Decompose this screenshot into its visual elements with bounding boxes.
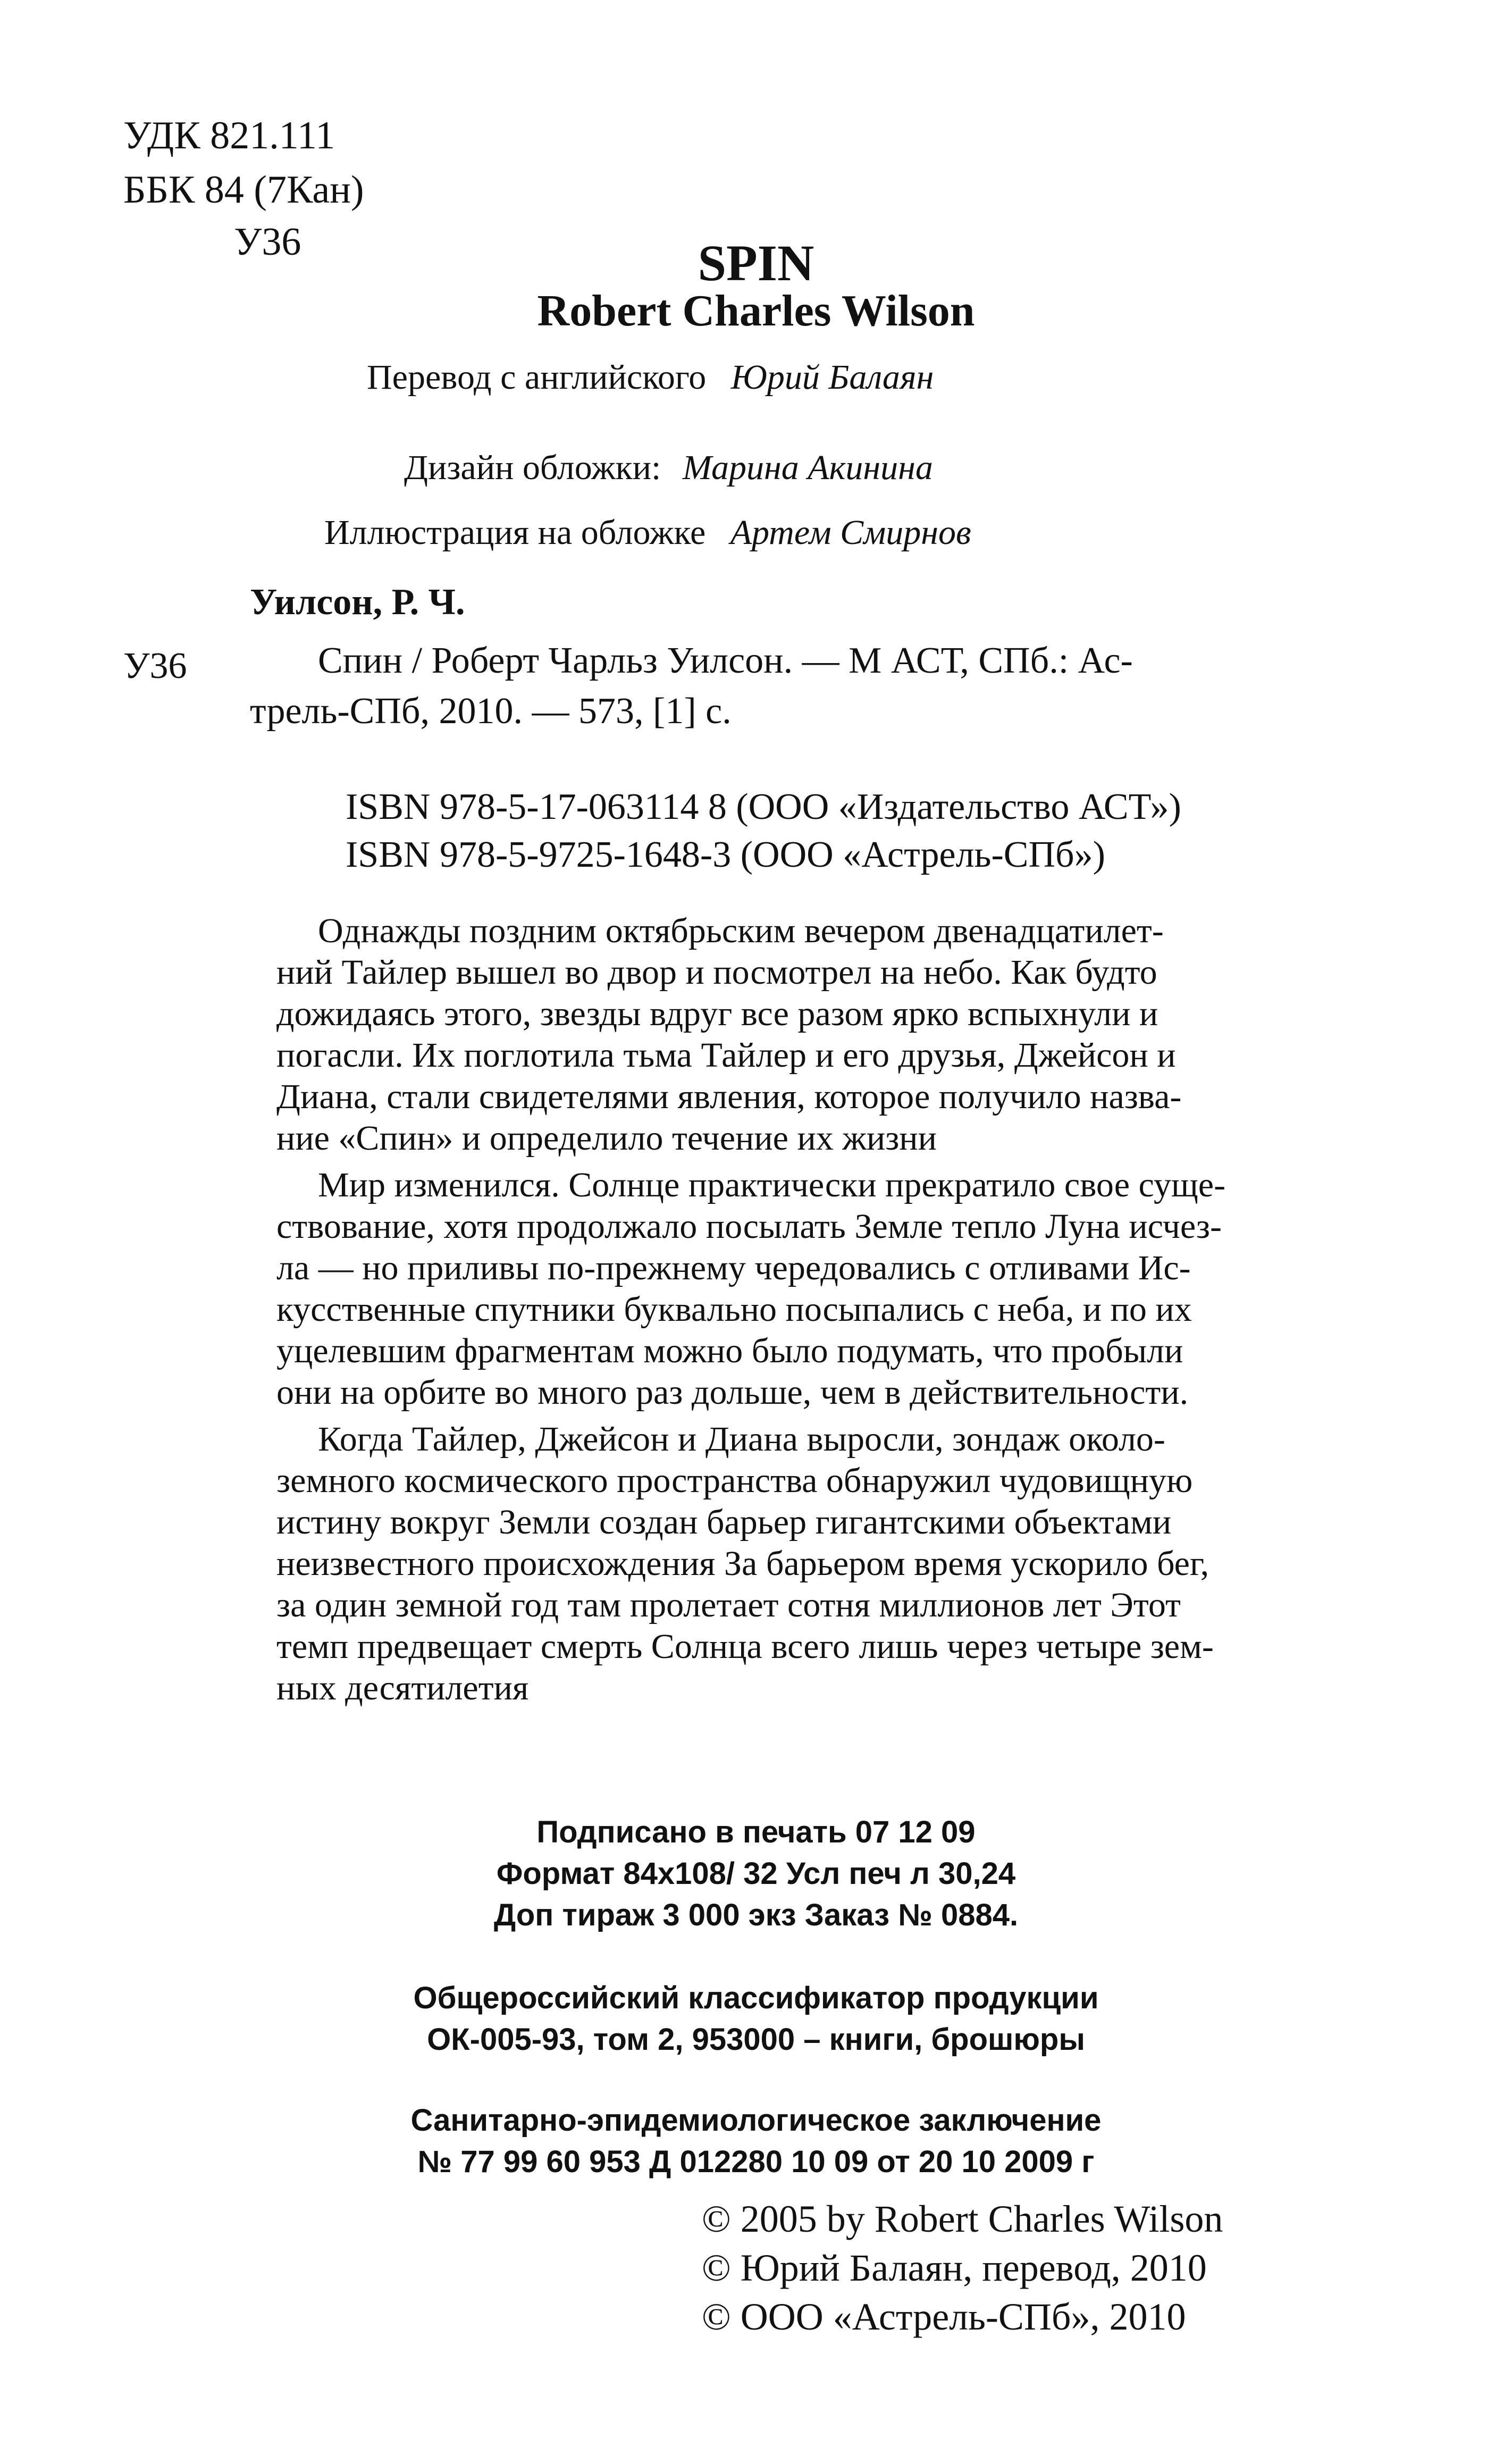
copyright-line-1: © 2005 by Robert Charles Wilson: [702, 2198, 1223, 2240]
print-format: Формат 84x108/ 32 Усл печ л 30,24: [496, 1856, 1016, 1891]
annotation-p3-line: темп предвещает смерть Солнца всего лишь через четыре зем-: [276, 1627, 1214, 1666]
annotation-p1-line: ний Тайлер вышел во двор и посмотрел на небо. Как будто: [276, 953, 1157, 992]
translation-credit: [367, 356, 934, 399]
isbn-line-1: ISBN 978-5-17-063114 8 (ООО «Издательство АСТ»): [346, 786, 1181, 827]
print-signed: Подписано в печать 07 12 09: [536, 1815, 976, 1849]
catalog-line-2: трель-СПб, 2010. — 573, [1] с.: [250, 691, 732, 732]
annotation-p2-line: ла — но приливы по-прежнему чередовались с отливами Ис-: [276, 1249, 1191, 1287]
bbk-code: ББК 84 (7Кан): [123, 168, 364, 212]
annotation-p1-line: ние «Спин» и определило течение их жизни: [276, 1119, 937, 1158]
catalog-line-1: Спин / Роберт Чарльз Уилсон. — М АСТ, СПб.: Ас-: [318, 640, 1133, 681]
classifier-line-1: Общероссийский классификатор продукции: [413, 1981, 1099, 2015]
author-mark-side: У36: [123, 646, 187, 686]
annotation-p3-line: за один земной год там пролетает сотня миллионов лет Этот: [276, 1586, 1181, 1624]
print-run: Доп тираж 3 000 экз Заказ № 0884.: [493, 1898, 1019, 1932]
sanitary-line-2: № 77 99 60 953 Д 012280 10 09 от 20 10 2009 г: [417, 2144, 1095, 2179]
annotation-p3-line: земного космического пространства обнаружил чудовищную: [276, 1461, 1193, 1500]
annotation-p3-line: истину вокруг Земли создан барьер гигантскими объектами: [276, 1503, 1172, 1542]
classifier-line-2: ОК-005-93, том 2, 953000 – книги, брошюры: [427, 2022, 1085, 2057]
illustrator-name: Артем Смирнов: [730, 513, 971, 552]
cover-design-label: Дизайн обложки:: [404, 448, 661, 487]
annotation-p1-line: погасли. Их поглотила тьма Тайлер и его друзья, Джейсон и: [276, 1036, 1176, 1075]
copyright-line-3: © ООО «Астрель-СПб», 2010: [702, 2296, 1186, 2338]
catalog-author-heading: Уилсон, Р. Ч.: [250, 582, 465, 623]
annotation-p3-line: ных десятилетия: [276, 1669, 529, 1707]
translator-name: Юрий Балаян: [730, 358, 934, 397]
cover-design-credit: [404, 447, 933, 489]
annotation-p1-line: Диана, стали свидетелями явления, которое получило назва-: [276, 1077, 1182, 1116]
original-title: SPIN: [698, 234, 814, 291]
translation-label: Перевод с английского: [367, 358, 707, 397]
illustration-label: Иллюстрация на обложке: [324, 513, 706, 552]
annotation-p2-line: они на орбите во много раз дольше, чем в действительности.: [276, 1373, 1189, 1412]
annotation-p2-line: уцелевшим фрагментам можно было подумать, что пробыли: [276, 1331, 1183, 1370]
annotation-p2-line: Мир изменился. Солнце практически прекратило свое суще-: [318, 1166, 1226, 1204]
isbn-line-2: ISBN 978-5-9725-1648-3 (ООО «Астрель-СПб»): [346, 834, 1105, 875]
copyright-line-2: © Юрий Балаян, перевод, 2010: [702, 2247, 1207, 2289]
cover-designer-name: Марина Акинина: [682, 448, 933, 487]
annotation-p3-line: неизвестного происхождения За барьером время ускорило бег,: [276, 1544, 1209, 1583]
sanitary-line-1: Санитарно-эпидемиологическое заключение: [410, 2103, 1102, 2138]
author-mark-top: У36: [234, 220, 301, 264]
annotation-p1-line: дожидаясь этого, звезды вдруг все разом ярко вспыхнули и: [276, 994, 1158, 1033]
original-author: Robert Charles Wilson: [537, 286, 975, 336]
annotation-p3-line: Когда Тайлер, Джейсон и Диана выросли, зондаж около-: [318, 1420, 1165, 1459]
udk-code: УДК 821.111: [123, 114, 335, 157]
annotation-p1-line: Однажды поздним октябрьским вечером двенадцатилет-: [318, 911, 1164, 950]
illustration-credit: [324, 512, 971, 554]
annotation-p2-line: кусственные спутники буквально посыпались с неба, и по их: [276, 1290, 1192, 1329]
annotation-p2-line: ствование, хотя продолжало посылать Земле тепло Луна исчез-: [276, 1207, 1222, 1246]
